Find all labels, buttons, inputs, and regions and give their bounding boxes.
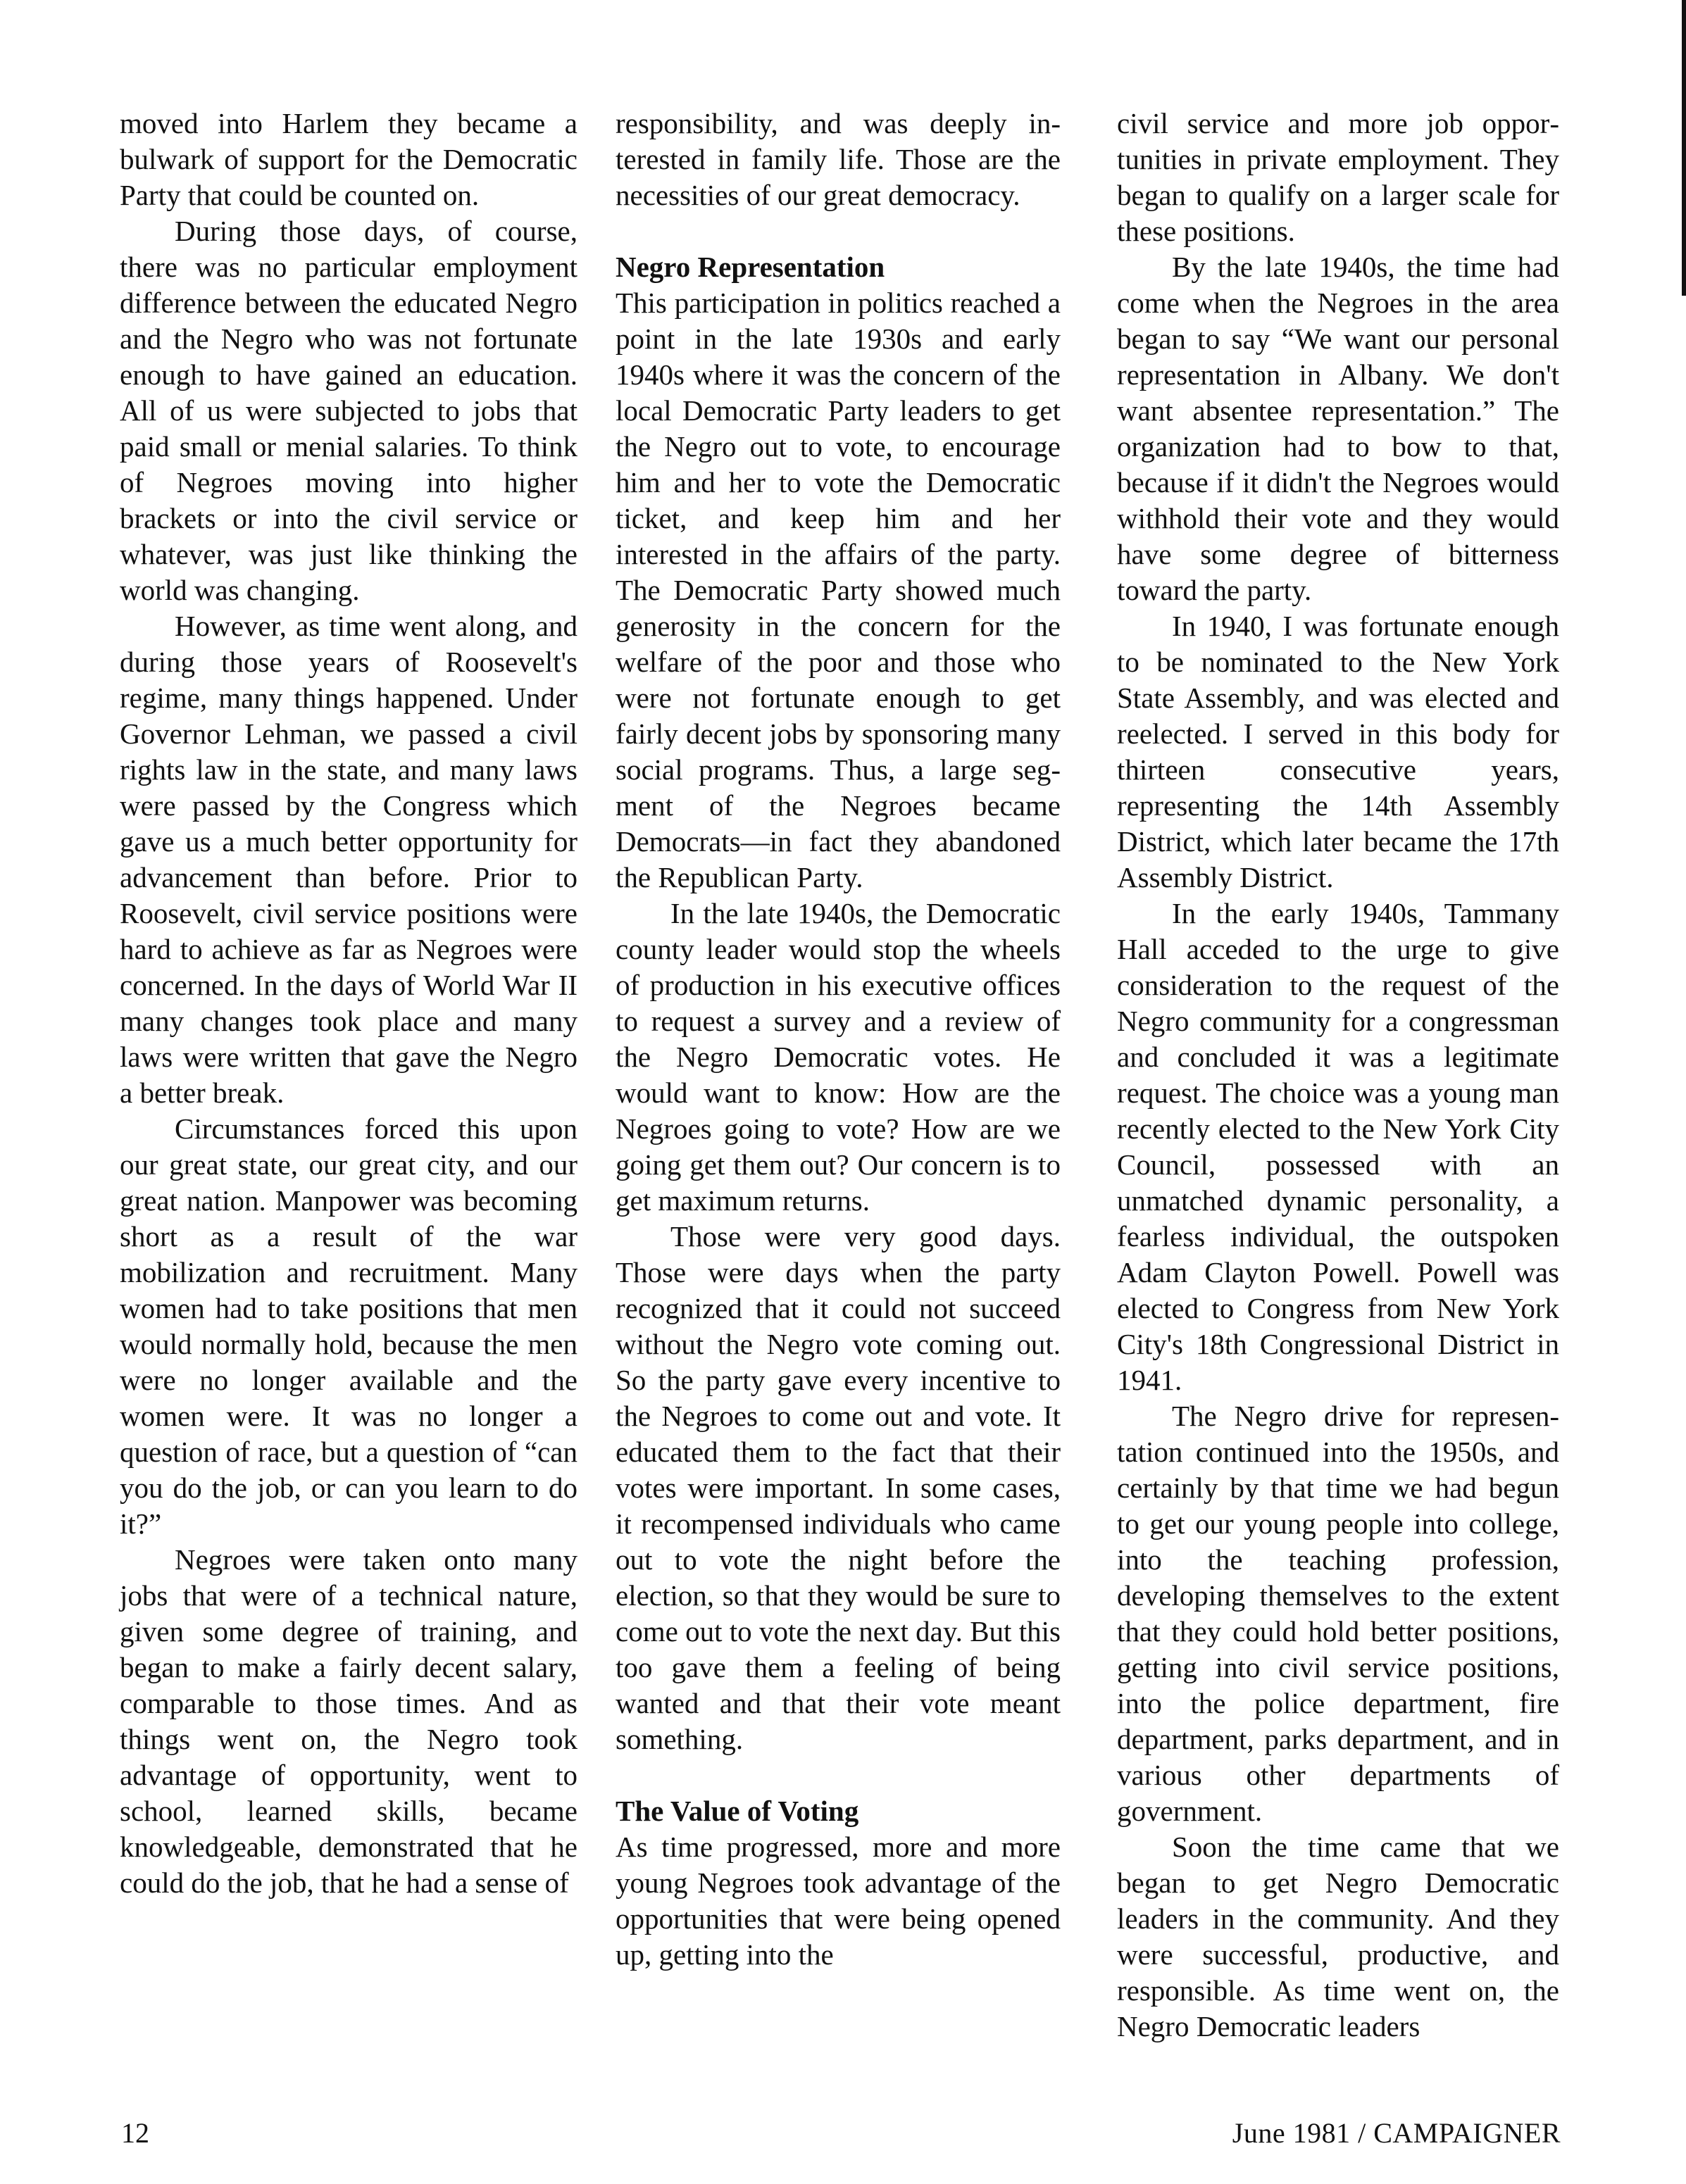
paragraph: Those were very good days. Those were days when the party recognized that it could not succeed without the Negro vote coming out. So the party gave every incentive to the Negroes to come out and vote. It educated them to the fact that their votes were important. In some cases, it recompensed individuals who came out to vote the night before the election, so that they would be sure to come out to vote the next day. But this too gave them a feeling of being wanted and that their vote meant something.: [616, 1220, 1061, 1755]
paragraph: However, as time went along, and during those years of Roosevelt's regime, many things happened. Under Governor Lehman, we passed a civil rights law in the state, and many laws were passed by the Congress which gave us a much better opportunity for advancement than before. Prior to Roosevelt, civil service positions were hard to achieve as far as Negroes were concerned. In the days of World War II many changes took place and many laws were written that gave the Negro a better break.: [120, 610, 577, 1109]
paragraph: In the late 1940s, the Democratic county leader would stop the wheels of production in his executive offices to request a survey and a review of the Negro Democratic votes. He would want to know: How are the Negroes going to vote? How are we going get them out? Our concern is to get maximum returns.: [616, 897, 1061, 1217]
paragraph: moved into Harlem they became a bulwark of support for the Democratic Party that could be counted on.: [120, 107, 577, 211]
section-heading: Negro Representation: [616, 251, 885, 283]
page-edge-rule: [1682, 0, 1686, 296]
text-column-2: [616, 106, 1061, 1973]
paragraph: responsibility, and was deeply interested in family life. Those are the necessities of our great democracy.: [616, 107, 1061, 211]
paragraph: Negroes were taken onto many jobs that were of a technical nature, given some degree of training, and began to make a fairly decent salary, comparable to those times. And as things went on, the Negro took advantage of opportunity, went to school, learned skills, became knowledgeable, demonstrated that he could do the job, that he had a sense of: [120, 1543, 577, 1899]
paragraph: Circumstances forced this upon our great state, our great city, and our great nation. Manpower was becoming short as a result of the war mobilization and recruitment. Many women had to take positions that men would normally hold, because the men were no longer available and the women were. It was no longer a question of race, but a question of “can you do the job, or can you learn to do it?”: [120, 1112, 577, 1540]
text-column-3: [1117, 106, 1559, 2045]
section-heading: The Value of Voting: [616, 1795, 859, 1827]
text-column-1: [120, 106, 577, 1901]
paragraph: civil service and more job opportunities in private employment. They began to qualify on a larger scale for these positions.: [1117, 107, 1559, 247]
paragraph: During those days, of course, there was no particular employment difference between the educated Negro and the Negro who was not fortunate enough to have gained an education. All of us were subjected to jobs that paid small or menial salaries. To think of Negroes moving into higher brackets or into the civil service or whatever, was just like thinking the world was changing.: [120, 215, 577, 606]
paragraph: By the late 1940s, the time had come when the Negroes in the area began to say “We want our personal representation in Albany. We don't want absentee representation.” The organization had to bow to that, because if it didn't the Negroes would withhold their vote and they would have some degree of bitterness toward the party.: [1117, 251, 1559, 606]
paragraph: Soon the time came that we began to get Negro Democratic leaders in the community. And they were successful, productive, and responsible. As time went on, the Negro Democratic leaders: [1117, 1831, 1559, 2042]
paragraph: As time progressed, more and more young Negroes took advantage of the opportunities that were being opened up, getting into the: [616, 1831, 1061, 1971]
paragraph: In 1940, I was fortunate enough to be nominated to the New York State Assembly, and was elected and reelected. I served in this body for thirteen consecutive years, representing the 14th Assembly District, which later became the 17th Assembly District.: [1117, 610, 1559, 893]
issue-footer: June 1981 / CAMPAIGNER: [1232, 2117, 1561, 2149]
page-number: 12: [121, 2117, 149, 2149]
paragraph: The Negro drive for representation continued into the 1950s, and certainly by that time we had begun to get our young people into college, into the teaching profession, developing themselves to the extent that they could hold better positions, getting into civil service positions, into the police department, fire department, parks department, and in various other departments of government.: [1117, 1400, 1559, 1827]
paragraph: In the early 1940s, Tammany Hall acceded to the urge to give consideration to the request of the Negro community for a congressman and concluded it was a legitimate request. The choice was a young man recently elected to the New York City Council, possessed with an unmatched dynamic personality, a fearless individual, the outspoken Adam Clayton Powell. Powell was elected to Congress from New York City's 18th Congressional District in 1941.: [1117, 897, 1559, 1396]
paragraph: This participation in politics reached a point in the late 1930s and early 1940s where it was the concern of the local Democratic Party leaders to get the Negro out to vote, to encourage him and her to vote the Democratic ticket, and keep him and her interested in the affairs of the party. The Democratic Party showed much generosity in the concern for the welfare of the poor and those who were not fortunate enough to get fairly decent jobs by sponsoring many social programs. Thus, a large segment of the Negroes became Democrats—in fact they abandoned the Republican Party.: [616, 287, 1061, 893]
